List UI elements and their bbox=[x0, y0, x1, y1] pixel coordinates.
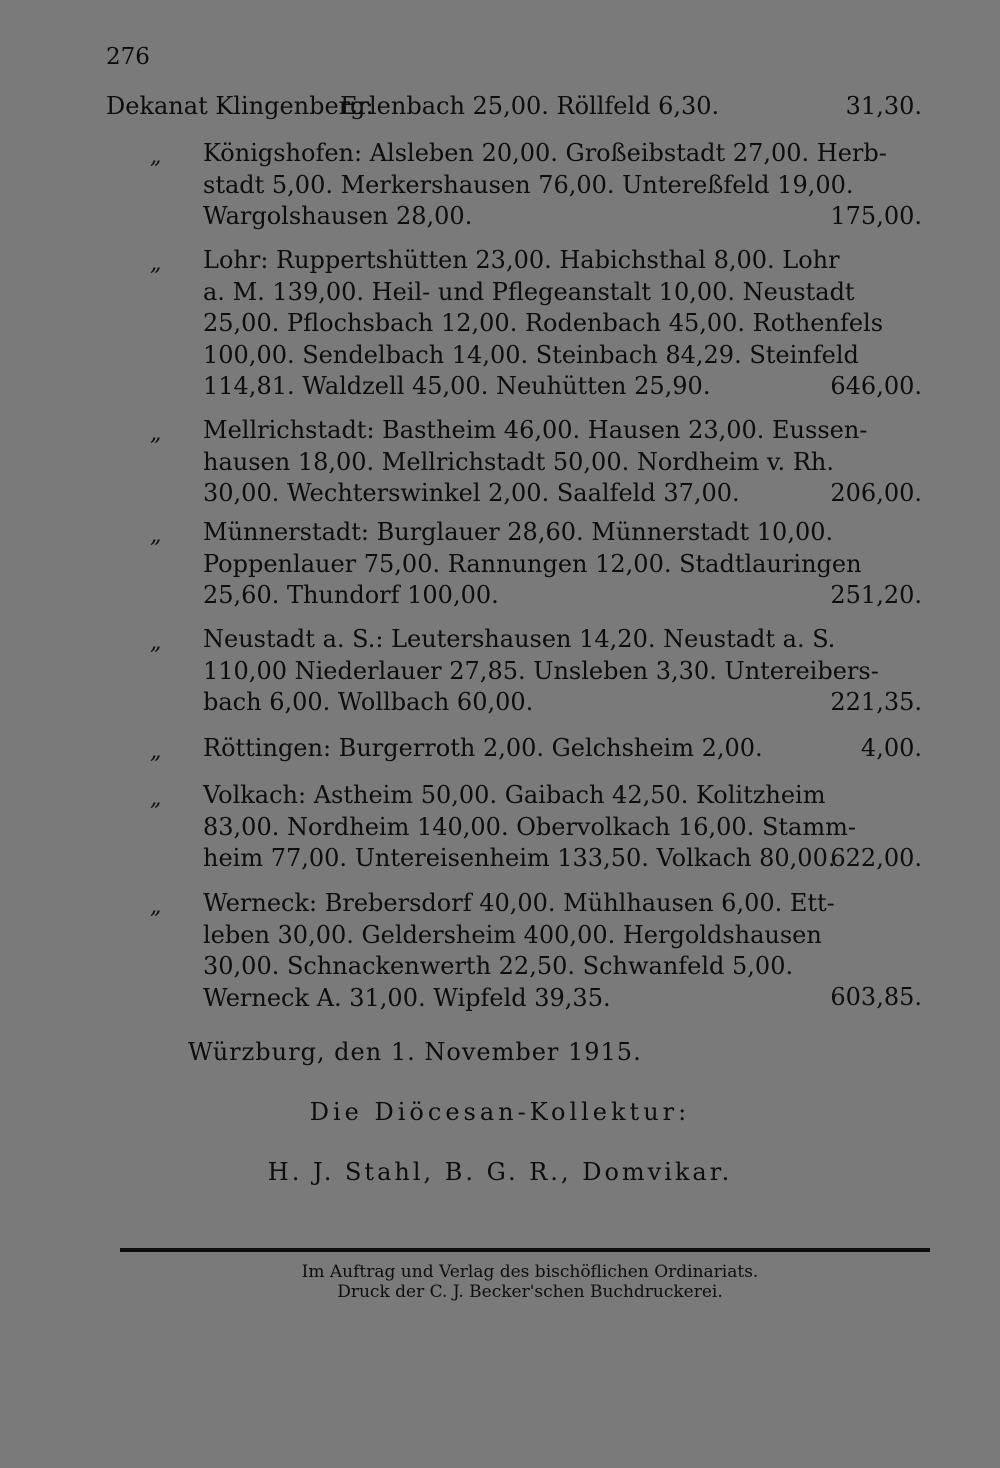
entry-amount: 603,85. bbox=[830, 983, 922, 1011]
ditto-mark: „ bbox=[150, 739, 162, 764]
entry-text bbox=[203, 780, 856, 875]
entry-text bbox=[203, 517, 862, 612]
entry-line: Werneck A. 31,00. Wipfeld 39,35. bbox=[203, 983, 611, 1012]
entry-line: Erlenbach 25,00. Röllfeld 6,30. bbox=[340, 92, 720, 120]
entry-line: Röttingen: Burgerroth 2,00. Gelchsheim 2,00. bbox=[203, 734, 763, 762]
ditto-mark: „ bbox=[150, 251, 162, 276]
entry-line: 100,00. Sendelbach 14,00. Steinbach 84,29. Steinfeld bbox=[203, 340, 859, 369]
entry-line: Wargolshausen 28,00. bbox=[203, 202, 473, 230]
entry-line: a. M. 139,00. Heil- und Pflegeanstalt 10,00. Neustadt bbox=[203, 277, 855, 306]
entry-line: Werneck: Brebersdorf 40,00. Mühlhausen 6,00. Ett- bbox=[203, 889, 835, 917]
signature-line: H. J. Stahl, B. G. R., Domvikar. bbox=[267, 1158, 733, 1186]
ditto-mark: „ bbox=[150, 421, 162, 446]
entry-amount: 206,00. bbox=[830, 479, 922, 507]
entry-line: heim 77,00. Untereisenheim 133,50. Volkach 80,00. bbox=[203, 844, 836, 872]
entry-line: bach 6,00. Wollbach 60,00. bbox=[203, 688, 534, 716]
entry-line: stadt 5,00. Merkershausen 76,00. Untereßfeld 19,00. bbox=[203, 170, 854, 199]
office-heading: Die Diöcesan-Kollektur: bbox=[309, 1098, 691, 1126]
entry-line: Neustadt a. S.: Leutershausen 14,20. Neustadt a. S. bbox=[203, 625, 836, 653]
entry-line: Mellrichstadt: Bastheim 46,00. Hausen 23,00. Eussen- bbox=[203, 416, 868, 444]
entry-line: Königshofen: Alsleben 20,00. Großeibstadt 27,00. Herb- bbox=[203, 139, 887, 167]
entry-line: Münnerstadt: Burglauer 28,60. Münnerstadt 10,00. bbox=[203, 518, 834, 546]
entry-line: 110,00 Niederlauer 27,85. Unsleben 3,30. Untereibers- bbox=[203, 656, 879, 685]
entry-amount: 221,35. bbox=[830, 688, 922, 716]
entry-text bbox=[203, 415, 868, 510]
entry-line: leben 30,00. Geldersheim 400,00. Hergoldshausen bbox=[203, 920, 822, 949]
entry-text bbox=[203, 733, 811, 765]
entry-amount: 646,00. bbox=[830, 372, 922, 400]
ditto-mark: „ bbox=[150, 786, 162, 811]
entry-amount: 175,00. bbox=[830, 202, 922, 230]
entry-line: hausen 18,00. Mellrichstadt 50,00. Nordheim v. Rh. bbox=[203, 447, 834, 476]
divider-rule bbox=[120, 1248, 930, 1252]
entry-text bbox=[340, 91, 820, 123]
imprint-publisher: Im Auftrag und Verlag des bischöflichen Ordinariats. bbox=[301, 1262, 759, 1282]
ditto-mark: „ bbox=[150, 894, 162, 919]
entry-text bbox=[203, 888, 835, 1014]
ditto-mark: „ bbox=[150, 523, 162, 548]
page-number: 276 bbox=[106, 44, 150, 70]
entry-line: 114,81. Waldzell 45,00. Neuhütten 25,90. bbox=[203, 372, 711, 400]
date-line: Würzburg, den 1. November 1915. bbox=[188, 1038, 642, 1066]
entry-amount: 251,20. bbox=[830, 581, 922, 609]
ditto-mark: „ bbox=[150, 144, 162, 169]
entry-line: 30,00. Wechterswinkel 2,00. Saalfeld 37,00. bbox=[203, 479, 740, 507]
entry-line: Volkach: Astheim 50,00. Gaibach 42,50. Kolitzheim bbox=[203, 781, 826, 809]
deanery-lead-label: Dekanat Klingenberg: bbox=[106, 92, 374, 120]
entry-line: 30,00. Schnackenwerth 22,50. Schwanfeld 5,00. bbox=[203, 952, 794, 980]
entry-line: 25,00. Pflochsbach 12,00. Rodenbach 45,00. Rothenfels bbox=[203, 309, 884, 337]
imprint-printer: Druck der C. J. Becker'schen Buchdruckerei. bbox=[337, 1282, 723, 1302]
entry-line: 25,60. Thundorf 100,00. bbox=[203, 581, 499, 609]
entry-line: Lohr: Ruppertshütten 23,00. Habichsthal 8,00. Lohr bbox=[203, 246, 840, 274]
entry-line: 83,00. Nordheim 140,00. Obervolkach 16,00. Stamm- bbox=[203, 812, 856, 841]
entry-line: Poppenlauer 75,00. Rannungen 12,00. Stadtlauringen bbox=[203, 549, 862, 578]
entry-amount: 622,00. bbox=[830, 844, 922, 872]
ditto-mark: „ bbox=[150, 630, 162, 655]
entry-amount: 31,30. bbox=[845, 92, 922, 120]
entry-amount: 4,00. bbox=[860, 734, 922, 762]
